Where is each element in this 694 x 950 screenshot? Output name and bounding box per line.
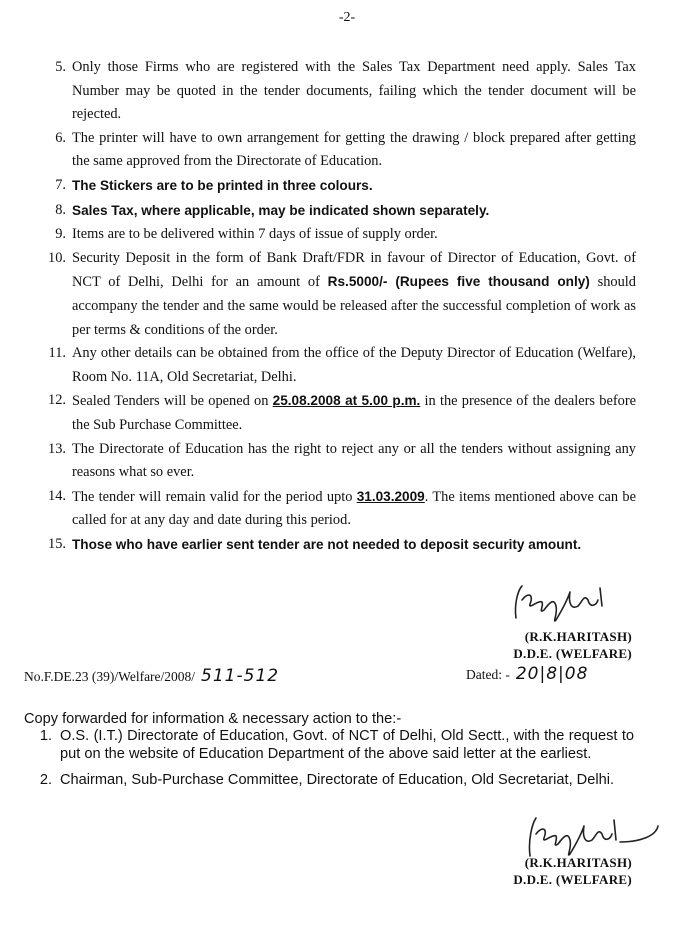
item-text: O.S. (I.T.) Directorate of Education, Govt. of NCT of Delhi, Old Sectt., with the request to put on the website of Education Department of the above said letter at the earliest.: [60, 728, 634, 762]
signature-scribble: [498, 580, 618, 626]
condition-item: [36, 56, 636, 127]
condition-item: [36, 533, 636, 558]
handwritten-reference: 511-512: [201, 666, 280, 686]
condition-item: [36, 342, 636, 389]
handwritten-date: 20|8|08: [515, 664, 589, 684]
item-text: The Stickers are to be printed in three colours.: [72, 177, 373, 193]
item-number: 13.: [48, 440, 66, 457]
signature-block: [470, 628, 632, 662]
condition-item: [36, 223, 636, 247]
condition-item: [36, 247, 636, 342]
dated-label: Dated: -: [466, 667, 510, 682]
copy-list: [24, 728, 634, 799]
page-number: -2-: [338, 10, 356, 25]
item-text: The Directorate of Education has the right to reject any or all the tenders without assigning any reasons what so ever.: [72, 440, 636, 481]
item-number: 9.: [55, 226, 66, 243]
item-text: in the presence of the dealers before the Sub Purchase Committee.: [72, 393, 636, 433]
copy-forwarded-intro: Copy forwarded for information & necessary action to the:-: [24, 711, 402, 727]
item-number: 7.: [55, 176, 66, 193]
item-text: should accompany the tender and the same would be released after the successful completion of work as per terms & conditions of the order.: [72, 274, 636, 338]
item-text: Items are to be delivered within 7 days of issue of supply order.: [72, 226, 438, 243]
conditions-list: [36, 56, 636, 557]
signatory-designation: D.D.E. (WELFARE): [513, 646, 632, 661]
item-number: 6.: [55, 129, 66, 146]
condition-item: [36, 174, 636, 199]
dated-line: [466, 664, 588, 684]
item-number: 14.: [48, 487, 66, 504]
item-number: 5.: [55, 59, 66, 75]
condition-item: [36, 485, 636, 533]
validity-date: 31.03.2009: [356, 488, 425, 504]
item-text: Those who have earlier sent tender are not needed to deposit security amount.: [72, 536, 582, 552]
opening-date: 25.08.2008 at 5.00 p.m.: [272, 393, 421, 409]
item-text: Sales Tax, where applicable, may be indicated shown separately.: [72, 202, 490, 218]
condition-item: [36, 127, 636, 174]
copy-item: [24, 772, 634, 790]
item-number: 2.: [39, 772, 52, 789]
item-text: . The items mentioned above can be called for at any day and date during this period.: [72, 488, 636, 529]
signatory-designation: D.D.E. (WELFARE): [513, 872, 632, 887]
item-number: 11.: [48, 345, 66, 362]
item-text: Only those Firms who are registered with the Sales Tax Department need apply. Sales Tax Number may be quoted in the tender documents, failing which the tender document will be rejected.: [72, 59, 636, 123]
item-number: 12.: [48, 392, 66, 409]
copy-item: [24, 728, 634, 763]
item-number: 10.: [48, 249, 66, 266]
reference-number: [24, 666, 279, 686]
reference-text: No.F.DE.23 (39)/Welfare/2008/: [24, 669, 196, 684]
condition-item: [36, 438, 636, 485]
item-text: The printer will have to own arrangement for getting the drawing / block prepared after getting the same approved from the Directorate of Education.: [72, 129, 636, 170]
signatory-name: (R.K.HARITASH): [524, 855, 632, 870]
signatory-name: (R.K.HARITASH): [524, 629, 632, 644]
item-number: 1.: [39, 728, 52, 744]
deposit-amount: Rs.5000/- (Rupees five thousand only): [327, 274, 590, 290]
item-text: Chairman, Sub-Purchase Committee, Directorate of Education, Old Secretariat, Delhi.: [60, 772, 614, 789]
item-text: Security Deposit in the form of Bank Draft/FDR in favour of Director of Education, Govt. of NCT of Delhi, Delhi for an amount of: [72, 249, 636, 291]
signature-block: [470, 854, 632, 888]
item-number: 8.: [55, 201, 66, 218]
item-text: Sealed Tenders will be opened on: [72, 393, 273, 410]
item-text: Any other details can be obtained from the office of the Deputy Director of Education (Welfare), Room No. 11A, Old Secretariat, Delhi.: [72, 345, 636, 385]
item-text: The tender will remain valid for the period upto: [72, 488, 357, 505]
condition-item: [36, 199, 636, 224]
item-number: 15.: [48, 535, 66, 552]
condition-item: [36, 389, 636, 437]
